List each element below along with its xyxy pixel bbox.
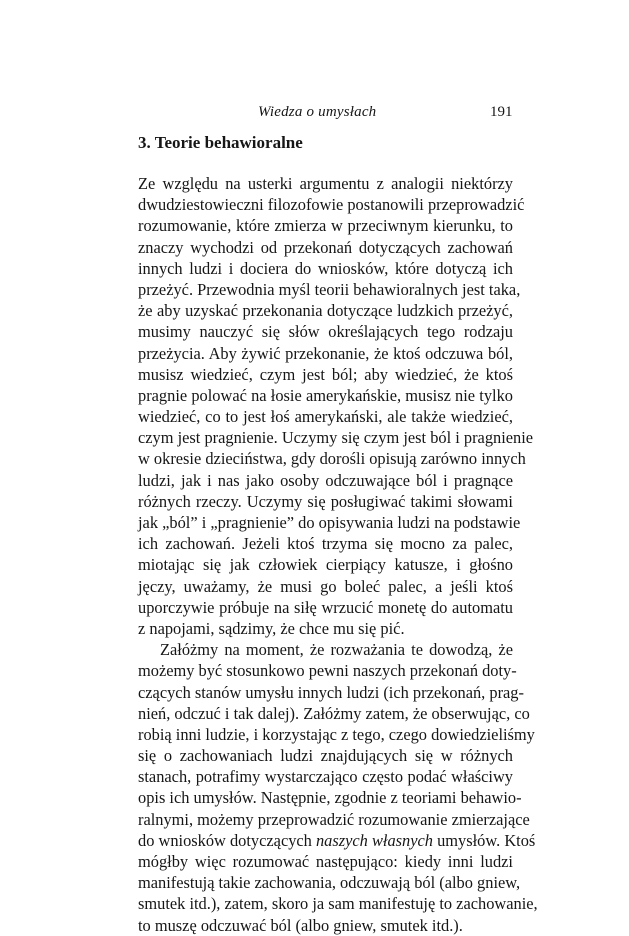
text-line: Załóżmy na moment, że rozważania te dowodzą, że [160,640,513,660]
text-line: możemy być stosunkowo pewni naszych przekonań doty- [138,661,517,681]
text-line: musisz wiedzieć, czym jest ból; aby wiedzieć, że ktoś [138,364,513,384]
text-line: smutek itd.), zatem, skoro ja sam manifestuję to zachowanie, [138,894,538,914]
text-line: jęczy, uważamy, że musi go boleć palec, a jeśli ktoś [138,576,513,596]
text-line: jak „ból” i „pragnienie” do opisywania ludzi na podstawie [138,513,521,532]
emphasized-text: naszych własnych [315,830,433,850]
text-line: musimy nauczyć się słów określających tego rodzaju [138,322,513,342]
body-text [138,173,538,936]
text-line: się o zachowaniach ludzi znajdujących się w różnych [138,746,513,766]
text-line: mógłby więc rozumować następująco: kiedy inni ludzi [138,852,513,871]
text-line: przeżyć. Przewodnia myśl teorii behawioralnych jest taka, [138,279,521,299]
page-number: 191 [490,104,513,120]
text-line: robią inni ludzie, i korzystając z tego, czego dowiedzieliśmy [138,724,535,744]
text-line-with-emphasis [138,830,536,851]
running-title: Wiedza o umysłach [258,104,377,120]
text-line: że aby uzyskać przekonania dotyczące ludzkich przeżyć, [138,301,513,321]
text-line: znaczy wychodzi od przekonań dotyczących zachowań [138,237,513,257]
text-run: umysłów. Ktoś [432,830,536,850]
text-line: czym jest pragnienie. Uczymy się czym jest ból i pragnienie [138,428,534,448]
text-line: dwudziestowieczni filozofowie postanowili przeprowadzić [138,195,525,215]
text-line: czących stanów umysłu innych ludzi (ich przekonań, prag- [138,682,524,702]
paragraph-1 [138,173,534,639]
text-line: różnych rzeczy. Uczymy się posługiwać takimi słowami [138,491,513,511]
section-heading: 3. Teorie behawioralne [138,133,303,152]
text-line: wiedzieć, co to jest łoś amerykański, ale także wiedzieć, [138,407,513,427]
text-line: ludzi, jak i nas jako osoby odczuwające ból i pragnące [138,470,513,490]
text-line: pragnie polować na łosie amerykańskie, musisz nie tylko [138,385,513,405]
text-line: ich zachowań. Jeżeli ktoś trzyma się mocno za palec, [138,534,513,554]
text-line: opis ich umysłów. Następnie, zgodnie z teoriami behawio- [138,788,522,808]
text-line: stanach, potrafimy wystarczająco często podać właściwy [138,767,513,787]
text-line: z napojami, sądzimy, że chce mu się pić. [138,618,405,638]
text-line: rozumowanie, które zmierza w przeciwnym kierunku, to [138,216,513,236]
text-line: w okresie dzieciństwa, gdy dorośli opisują zarówno innych [138,449,526,469]
text-line: uporczywie próbuje na siłę wrzucić monetę do automatu [138,597,513,617]
text-line: miotając się jak człowiek cierpiący katusze, i głośno [138,555,513,575]
text-line: nień, odczuć i tak dalej). Załóżmy zatem, że obserwując, co [138,703,530,723]
text-run: do wniosków dotyczących [138,830,316,850]
text-line: manifestują takie zachowania, odczuwają ból (albo gniew, [138,873,521,893]
text-line: ralnymi, możemy przeprowadzić rozumowanie zmierzające [138,809,530,829]
text-line: to muszę odczuwać ból (albo gniew, smutek itd.). [138,915,463,935]
text-line: przeżycia. Aby żywić przekonanie, że ktoś odczuwa ból, [138,343,513,363]
paragraph-2 [138,639,538,936]
text-line: innych ludzi i dociera do wniosków, które dotyczą ich [138,258,513,278]
text-line: Ze względu na usterki argumentu z analogii niektórzy [138,174,513,193]
